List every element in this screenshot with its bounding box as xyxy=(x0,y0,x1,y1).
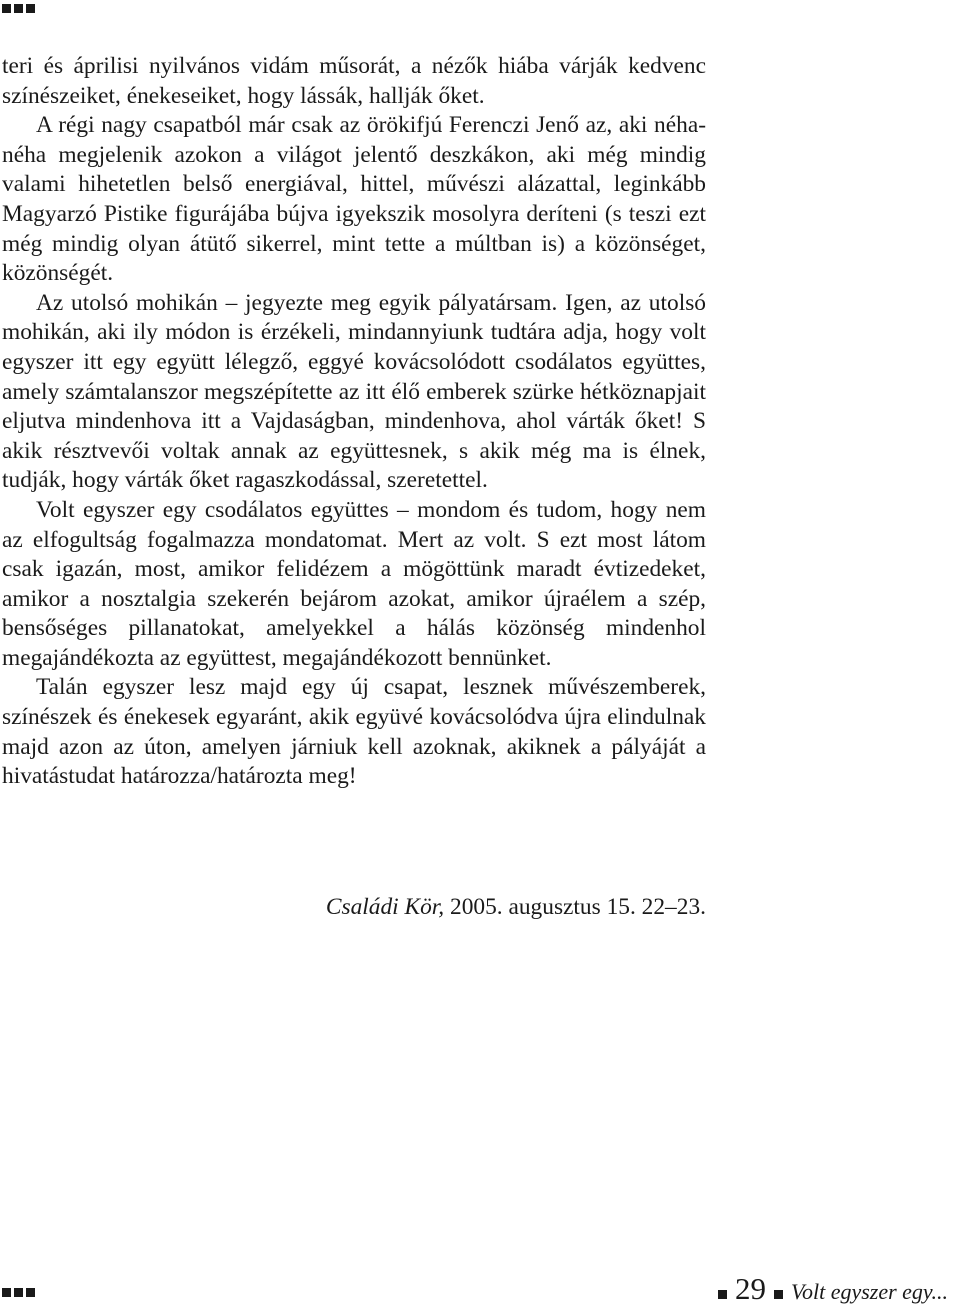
square-ornament-icon xyxy=(2,1288,11,1297)
running-title: Volt egyszer egy... xyxy=(790,1279,948,1304)
page-footer xyxy=(710,1272,948,1306)
paragraph-continued: teri és áprilisi nyilvános vidám műsorát, a nézők hiába várják kedvenc színészeiket, énekeseiket, hogy lássák, hallják őket. xyxy=(2,53,706,109)
source-citation xyxy=(0,893,706,922)
source-title: Családi Kör, xyxy=(325,894,445,920)
source-details: 2005. augusztus 15. 22–23. xyxy=(444,894,706,920)
square-ornament-icon xyxy=(14,4,23,13)
square-ornament-icon xyxy=(718,1290,727,1299)
paragraph: A régi nagy csapatból már csak az örökifjú Ferenczi Jenő az, aki néha-néha megjelenik azokon a világot jelentő deszkákon, aki még mindig valami hihetetlen belső energiával, hittel, művészi alázattal, leginkább Magyarzó Pistike figurájába bújva igyekszik mosolyra deríteni (s teszi ezt még mindig olyan átütő sikerrel, mint tette a múltban is) a közönséget, közönségét. xyxy=(2,112,706,287)
body-text xyxy=(2,52,706,792)
bottom-ornament xyxy=(2,1288,35,1297)
page-number: 29 xyxy=(734,1271,766,1306)
square-ornament-icon xyxy=(774,1290,783,1299)
paragraph: Az utolsó mohikán – jegyezte meg egyik pályatársam. Igen, az utolsó mohikán, aki ily módon is érzékeli, mindannyiunk tudtára adja, hogy volt egyszer itt egy együtt lélegző, eggyé kovácsolódott csodálatos együttes, amely számtalanszor megszépítette az itt élő emberek szürke hétköznapjait eljutva mindenhova itt a Vajdaságban, mindenhova, ahol várták őket! S akik résztvevői voltak annak az együttesnek, s akik még ma is élnek, tudják, hogy várták őket ragaszkodással, szeretettel. xyxy=(2,289,706,494)
paragraph: Talán egyszer lesz majd egy új csapat, lesznek művészemberek, színészek és énekesek egyaránt, akik együvé kovácsolódva újra elindulnak majd azon az úton, amelyen járniuk kell azoknak, akiknek a pályáját a hivatástudat határozza/határozta meg! xyxy=(2,674,706,790)
square-ornament-icon xyxy=(2,4,11,13)
square-ornament-icon xyxy=(14,1288,23,1297)
paragraph: Volt egyszer egy csodálatos együttes – mondom és tudom, hogy nem az elfogultság fogalmazza mondatomat. Mert az volt. S ezt most látom csak igazán, most, amikor felidézem a mögöttünk maradt évtizedeket, amikor a nosztalgia szekerén bejárom azokat, amikor újraélem a szép, bensőséges pillanatokat, amelyekkel a hálás közönség mindenhol megajándékozta az együttest, megajándékozott bennünket. xyxy=(2,496,706,671)
top-ornament xyxy=(2,4,35,13)
square-ornament-icon xyxy=(26,1288,35,1297)
square-ornament-icon xyxy=(26,4,35,13)
